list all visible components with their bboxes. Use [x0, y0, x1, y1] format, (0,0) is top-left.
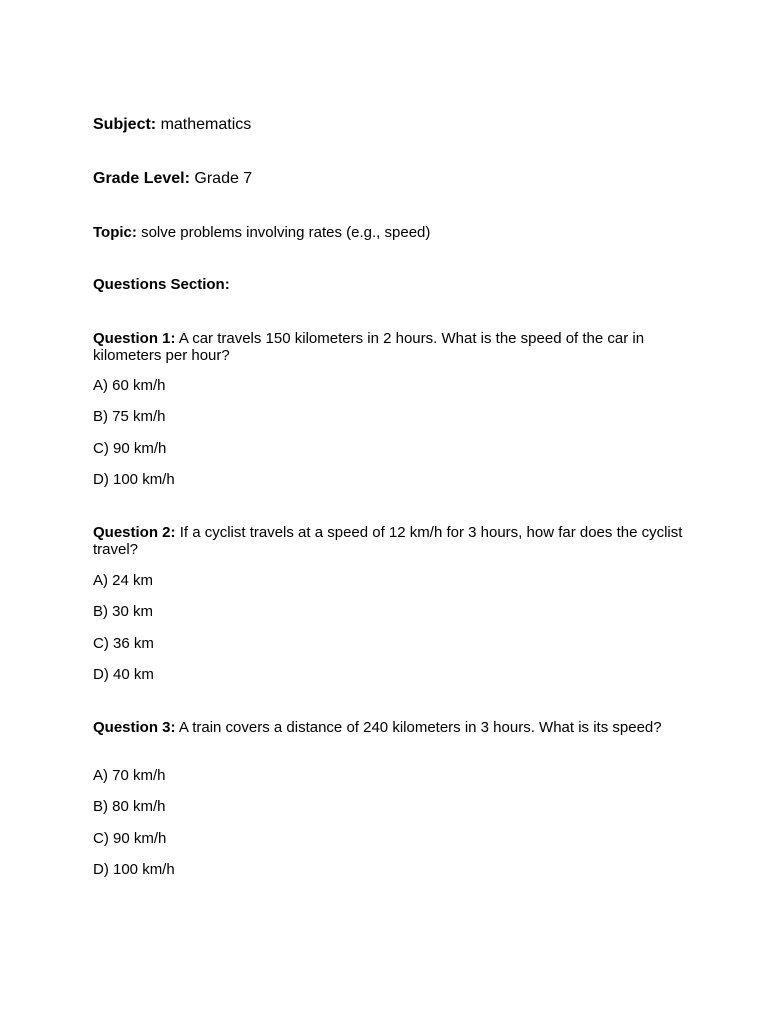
- question-label: Question 2:: [93, 524, 176, 541]
- question-2-option-b: B) 30 km: [93, 603, 154, 620]
- question-1-option-d: D) 100 km/h: [93, 471, 175, 488]
- question-label: Question 3:: [93, 719, 176, 736]
- subject-line: [93, 116, 251, 134]
- question-label: Question 1:: [93, 330, 176, 347]
- grade-level-label: Grade Level:: [93, 170, 190, 187]
- grade-level-line: [93, 170, 252, 188]
- question-2-option-d: D) 40 km: [93, 666, 154, 683]
- question-3-option-b: B) 80 km/h: [93, 798, 166, 815]
- question-text: A train covers a distance of 240 kilometers in 3 hours. What is its speed?: [178, 719, 662, 736]
- question-text: A car travels 150 kilometers in 2 hours. What is the speed of the car in kilometers per hour?: [93, 330, 645, 364]
- subject-value: mathematics: [160, 116, 252, 133]
- topic-line: [93, 224, 430, 241]
- question-3: [93, 719, 683, 736]
- question-2: [93, 524, 683, 558]
- question-1-option-a: A) 60 km/h: [93, 377, 166, 394]
- question-1-option-c: C) 90 km/h: [93, 440, 167, 457]
- question-3-option-a: A) 70 km/h: [93, 767, 166, 784]
- question-2-option-c: C) 36 km: [93, 635, 154, 652]
- questions-section-title: [93, 276, 230, 293]
- topic-value: solve problems involving rates (e.g., speed): [141, 224, 431, 241]
- subject-label: Subject:: [93, 116, 157, 133]
- question-1: [93, 330, 683, 364]
- question-text: If a cyclist travels at a speed of 12 km/h for 3 hours, how far does the cyclist travel?: [93, 524, 683, 558]
- grade-level-value: Grade 7: [194, 170, 253, 187]
- question-1-option-b: B) 75 km/h: [93, 408, 166, 425]
- question-3-option-d: D) 100 km/h: [93, 861, 175, 878]
- question-2-option-a: A) 24 km: [93, 572, 154, 589]
- question-3-option-c: C) 90 km/h: [93, 830, 167, 847]
- topic-label: Topic:: [93, 224, 137, 241]
- section-title: Questions Section:: [93, 276, 230, 293]
